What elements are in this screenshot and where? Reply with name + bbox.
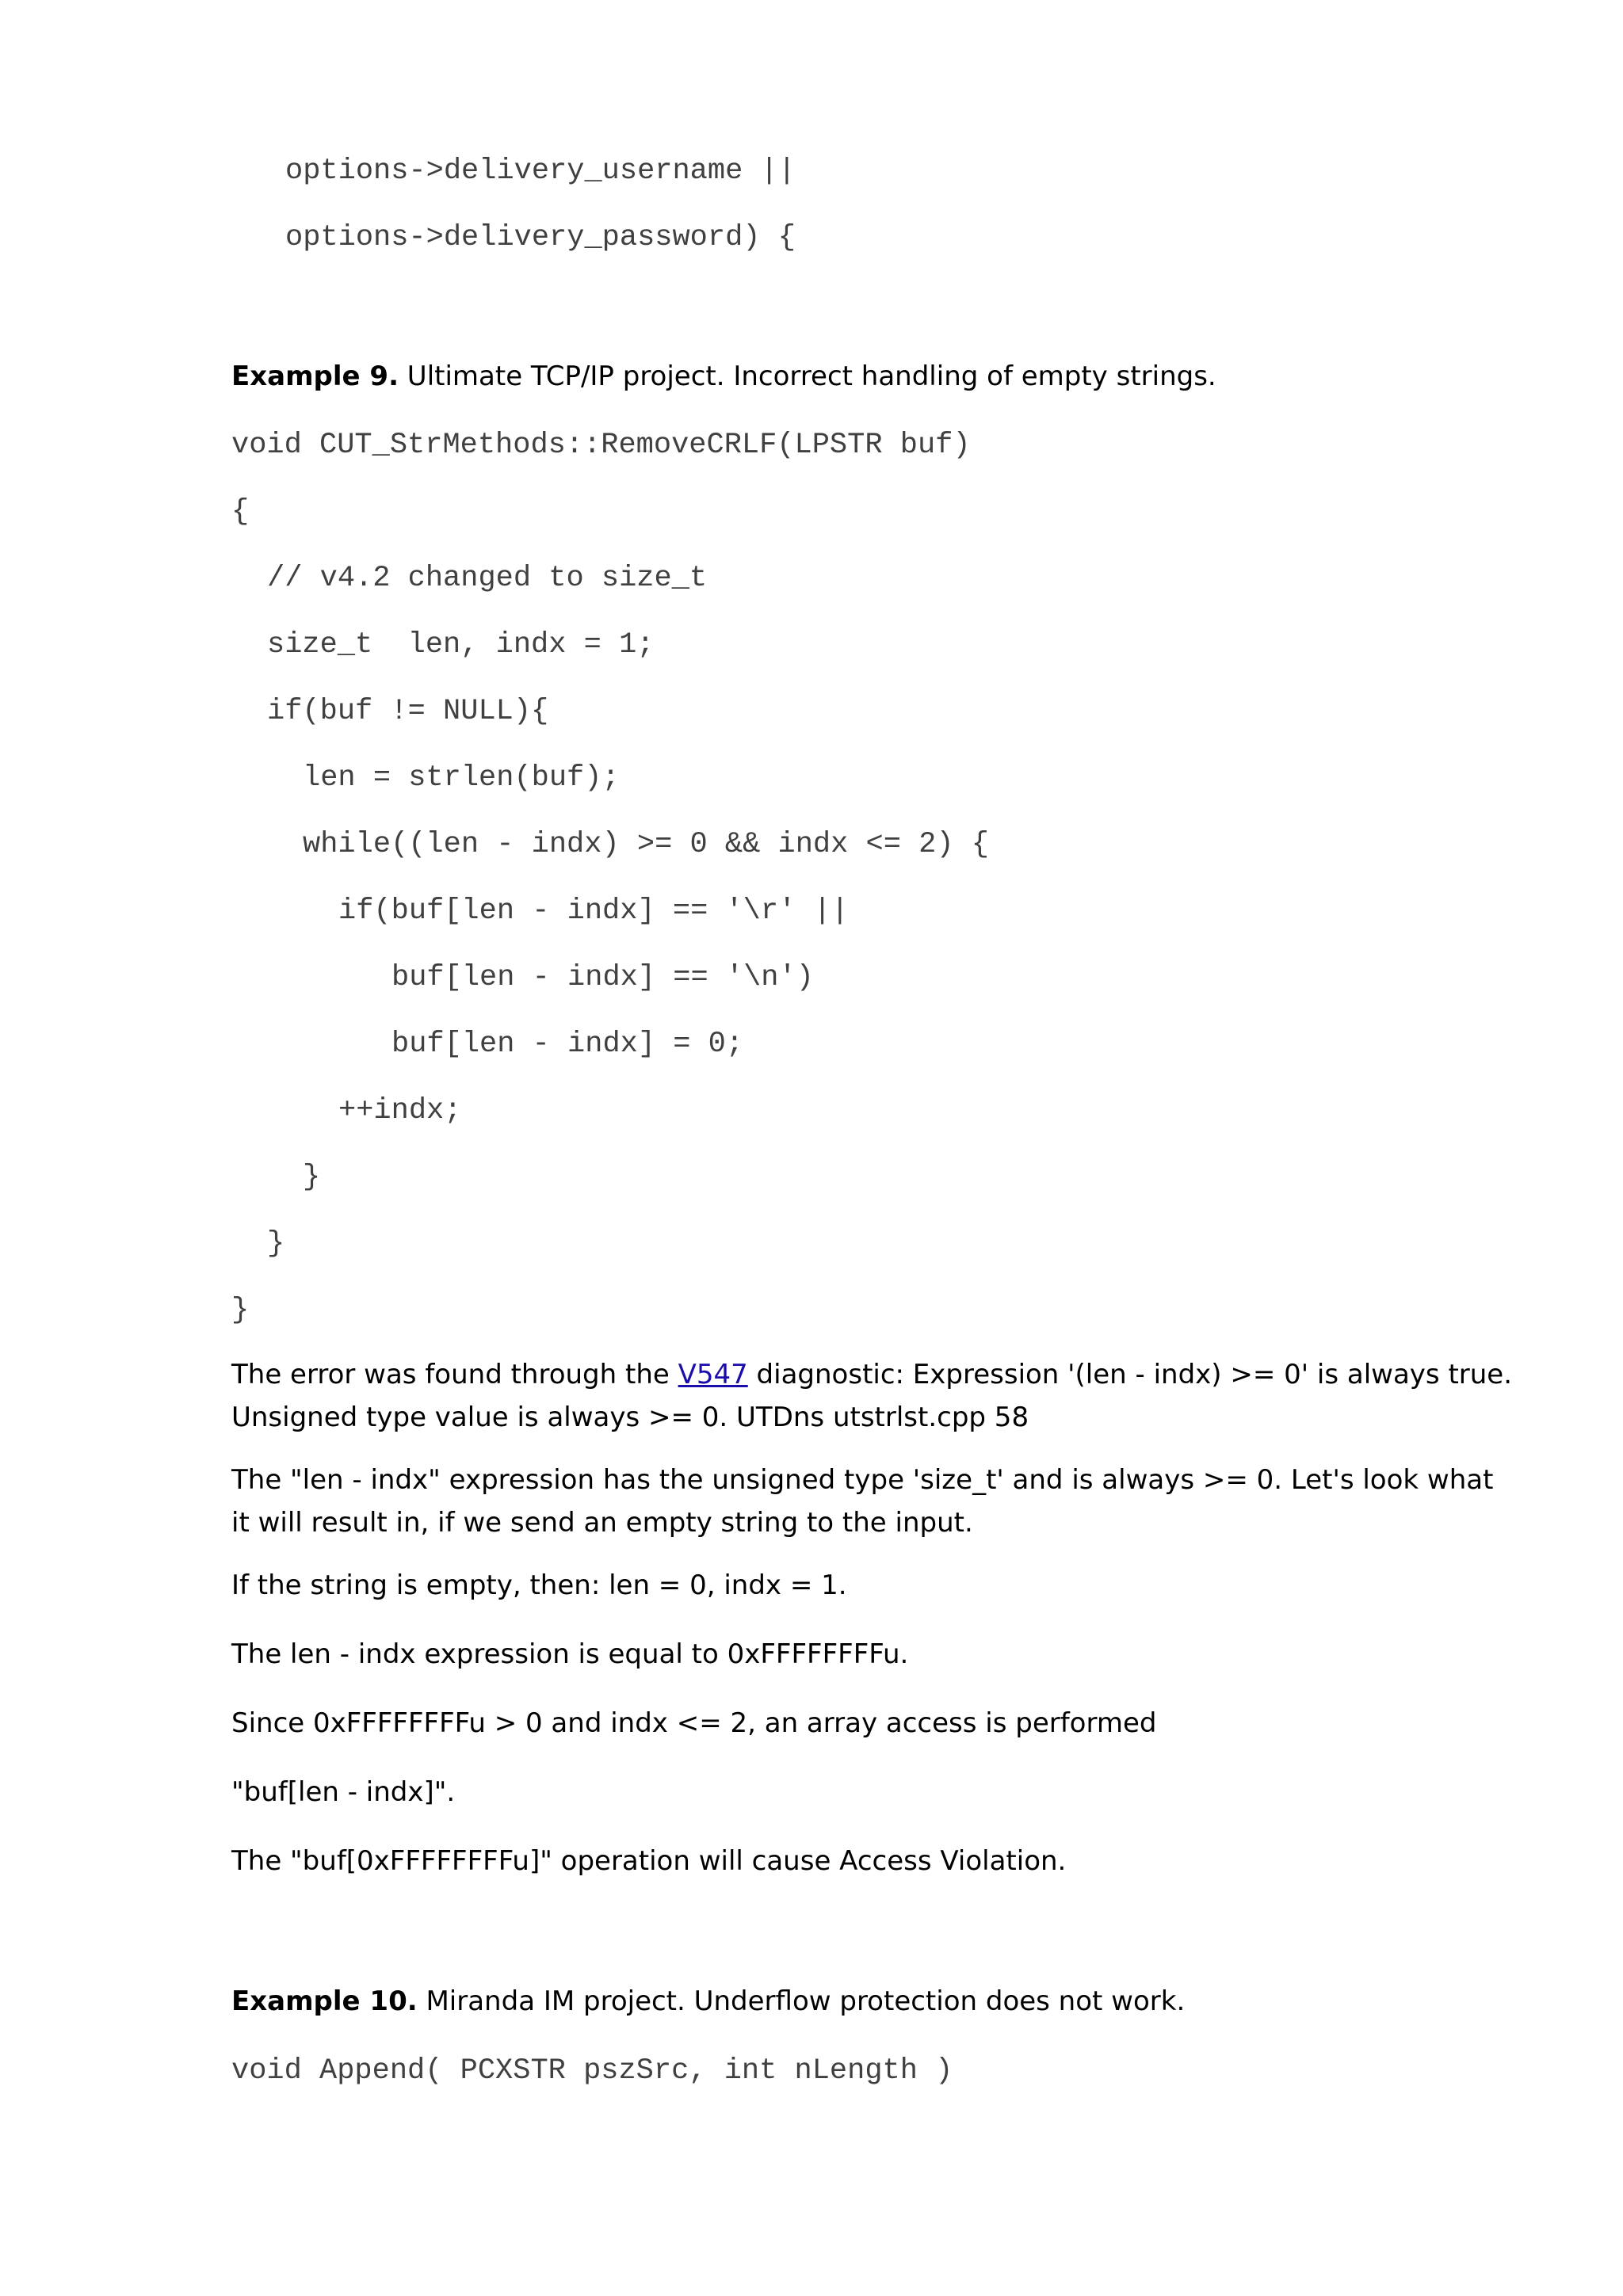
example-title: Miranda IM project. Underflow protection does not work. <box>417 1985 1186 2017</box>
paragraph-text: diagnostic: Expression '(len - indx) >= 0' is always true. Unsigned type value is always >= 0. UTDns utstrlst.cpp 58 <box>231 1359 1513 1433</box>
paragraph <box>231 1353 1515 1439</box>
example-10-heading <box>231 1980 1515 2023</box>
code-line: len = strlen(buf); <box>303 761 620 795</box>
code-line: if(buf != NULL){ <box>267 695 549 728</box>
paragraph-text: The error was found through the <box>231 1359 678 1390</box>
paragraph: If the string is empty, then: len = 0, indx = 1. <box>231 1569 847 1601</box>
code-line: void Append( PCXSTR pszSrc, int nLength ) <box>231 2054 953 2088</box>
code-line: while((len - indx) >= 0 && indx <= 2) { <box>303 828 989 861</box>
paragraph: The len - indx expression is equal to 0xFFFFFFFFu. <box>231 1638 909 1670</box>
paragraph: "buf[len - indx]". <box>231 1776 456 1808</box>
code-line: { <box>231 495 250 528</box>
code-line: } <box>231 1294 250 1327</box>
code-line: options->delivery_password) { <box>285 221 796 254</box>
code-line: } <box>267 1227 285 1261</box>
code-line: buf[len - indx] = 0; <box>391 1028 744 1061</box>
example-title: Ultimate TCP/IP project. Incorrect handling of empty strings. <box>399 360 1216 392</box>
code-line: size_t len, indx = 1; <box>267 628 655 662</box>
code-line: options->delivery_username || <box>285 154 796 188</box>
code-line: ++indx; <box>338 1094 462 1127</box>
code-line: if(buf[len - indx] == '\r' || <box>338 894 849 928</box>
paragraph: Since 0xFFFFFFFFu > 0 and indx <= 2, an array access is performed <box>231 1707 1157 1739</box>
example-9-heading <box>231 355 1515 398</box>
example-label: Example 9. <box>231 360 399 392</box>
code-line: // v4.2 changed to size_t <box>267 562 708 595</box>
example-label: Example 10. <box>231 1985 418 2017</box>
paragraph: The "len - indx" expression has the unsigned type 'size_t' and is always >= 0. Let's look what it will result in, if we send an empty string to the input. <box>231 1464 1494 1539</box>
code-line: } <box>303 1161 321 1194</box>
paragraph: The "buf[0xFFFFFFFFu]" operation will cause Access Violation. <box>231 1845 1067 1877</box>
diagnostic-link[interactable]: V547 <box>678 1359 748 1390</box>
code-line: void CUT_StrMethods::RemoveCRLF(LPSTR buf) <box>231 429 971 462</box>
code-line: buf[len - indx] == '\n') <box>391 961 814 994</box>
